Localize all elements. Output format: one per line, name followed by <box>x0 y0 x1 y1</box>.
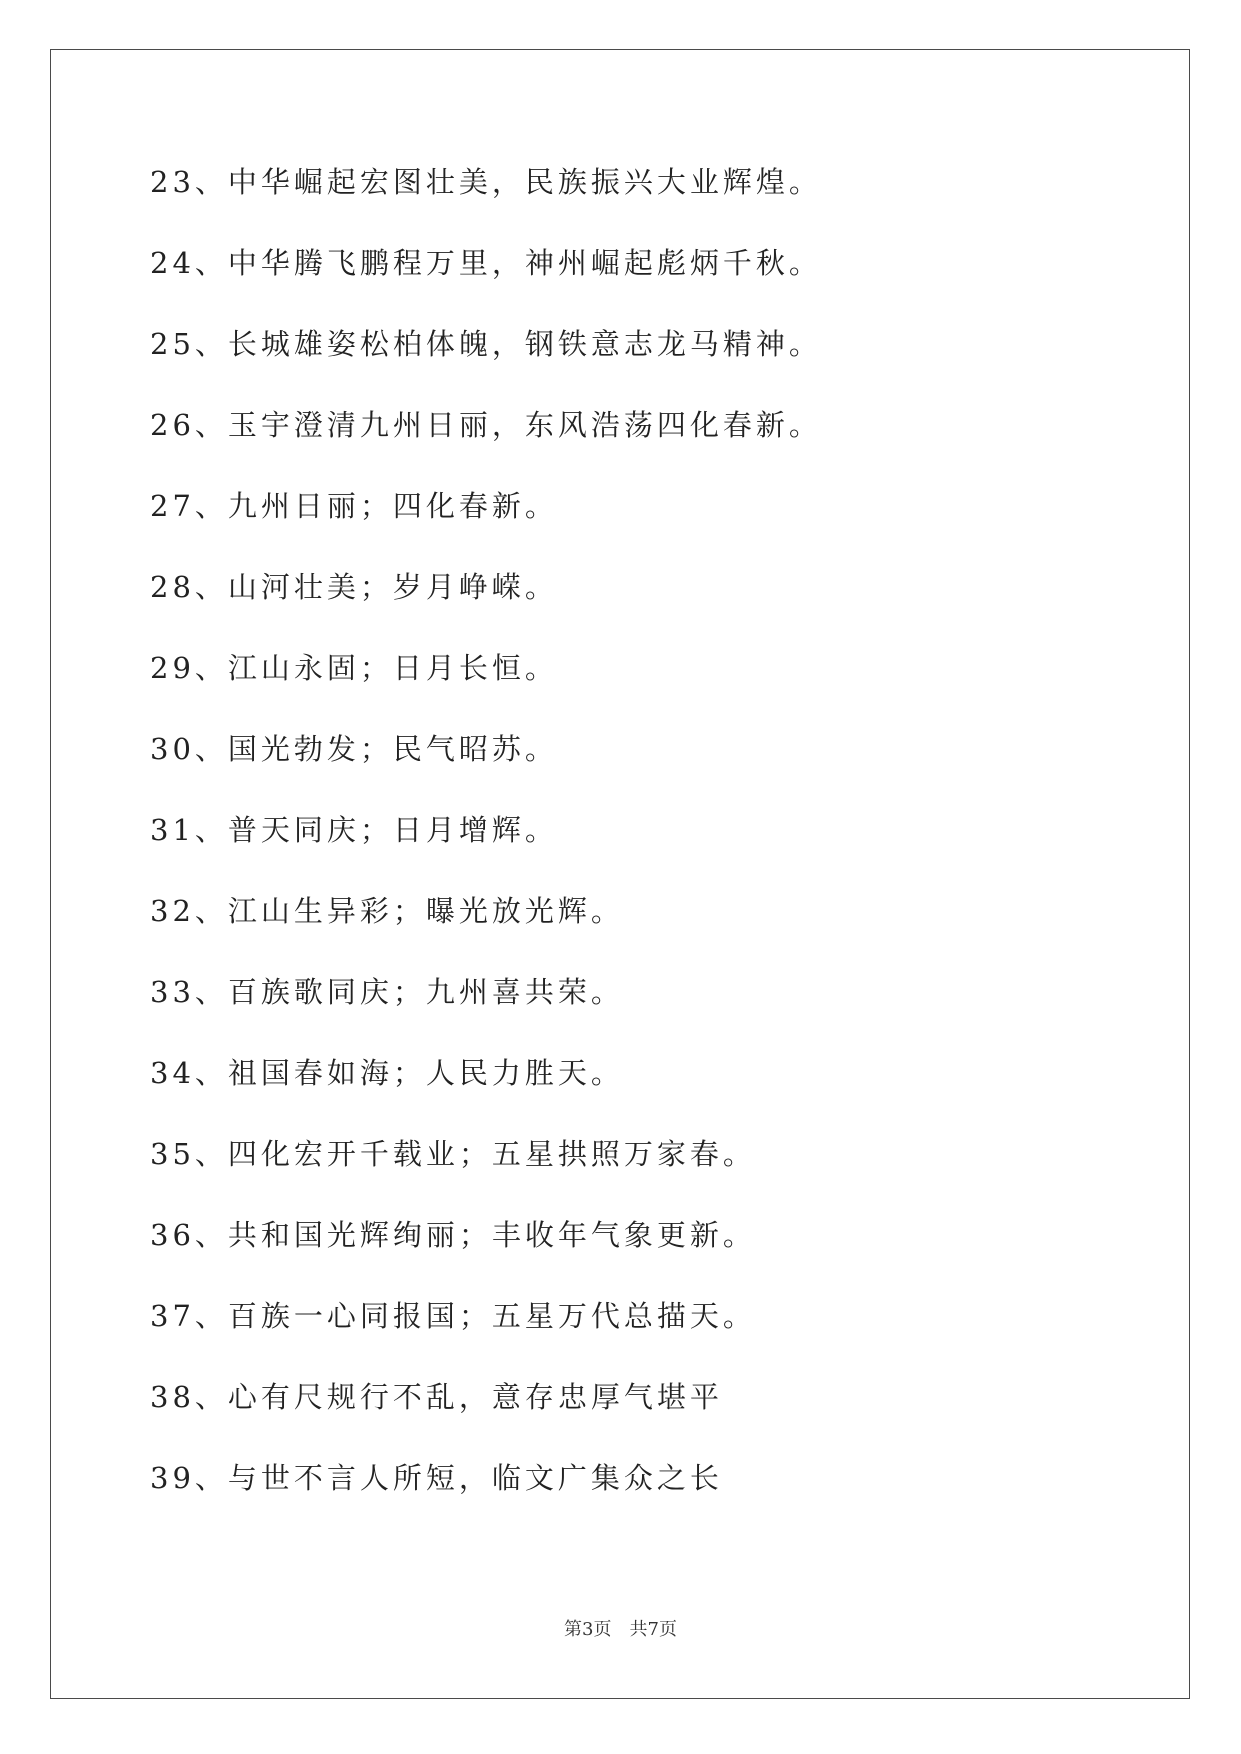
list-item: 29、江山永固；日月长恒。 <box>150 651 558 685</box>
list-item: 35、四化宏开千载业；五星拱照万家春。 <box>150 1137 756 1171</box>
list-item: 24、中华腾飞鹏程万里，神州崛起彪炳千秋。 <box>150 246 822 280</box>
list-item: 27、九州日丽；四化春新。 <box>150 489 558 523</box>
list-item: 32、江山生异彩；曝光放光辉。 <box>150 894 624 928</box>
list-item: 31、普天同庆；日月增辉。 <box>150 813 558 847</box>
list-item: 33、百族歌同庆；九州喜共荣。 <box>150 975 624 1009</box>
list-item: 37、百族一心同报国；五星万代总描天。 <box>150 1299 756 1333</box>
list-item: 23、中华崛起宏图壮美，民族振兴大业辉煌。 <box>150 165 822 199</box>
list-item: 28、山河壮美；岁月峥嵘。 <box>150 570 558 604</box>
list-item: 30、国光勃发；民气昭苏。 <box>150 732 558 766</box>
page-number-current: 第3页 <box>564 1619 612 1640</box>
list-item: 26、玉宇澄清九州日丽，东风浩荡四化春新。 <box>150 408 822 442</box>
list-item: 34、祖国春如海；人民力胜天。 <box>150 1056 624 1090</box>
couplet-list <box>150 160 1110 1537</box>
list-item: 38、心有尺规行不乱，意存忠厚气堪平 <box>150 1380 723 1414</box>
list-item: 39、与世不言人所短，临文广集众之长 <box>150 1461 723 1495</box>
list-item: 36、共和国光辉绚丽；丰收年气象更新。 <box>150 1218 756 1252</box>
page-footer <box>0 1618 1241 1642</box>
page-number-total: 共7页 <box>629 1619 677 1640</box>
list-item: 25、长城雄姿松柏体魄，钢铁意志龙马精神。 <box>150 327 822 361</box>
